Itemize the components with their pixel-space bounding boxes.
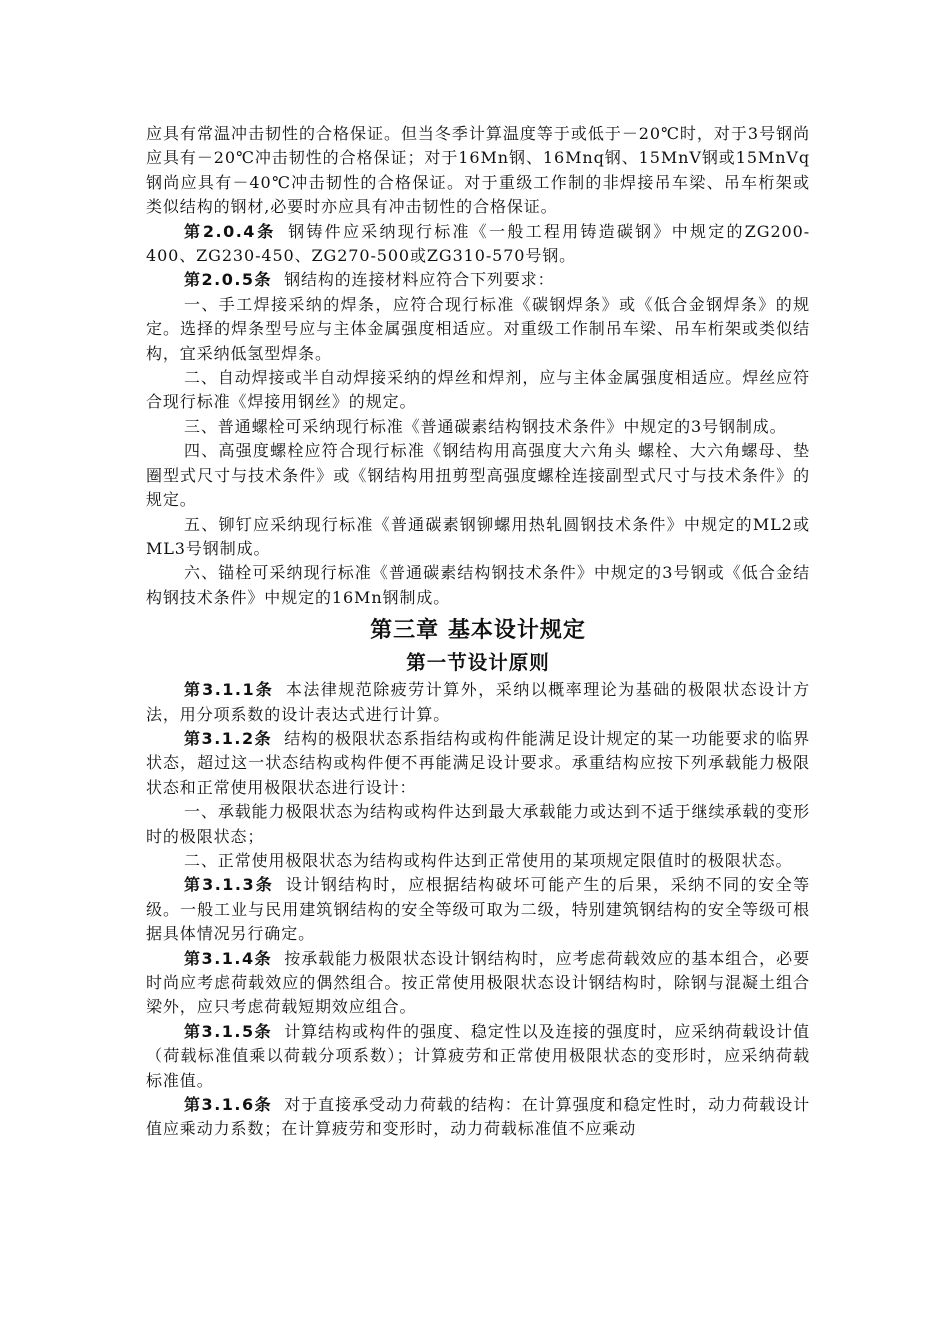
- paragraph-text: 本法律规范除疲劳计算外，采纳以概率理论为基础的极限状态设计方法，用分项系数的设计表达式进行计算。: [146, 680, 810, 724]
- paragraph-text: 四、高强度螺栓应符合现行标准《钢结构用高强度大六角头 螺栓、大六角螺母、垫圈型式尺寸与技术条件》或《钢结构用扭剪型高强度螺栓连接副型式尺寸与技术条件》的规定。: [146, 441, 810, 510]
- article-paragraph: [146, 220, 810, 269]
- paragraph-text: 三、普通螺栓可采纳现行标准《普通碳素结构钢技术条件》中规定的3号钢制成。: [184, 416, 787, 436]
- list-item: [146, 439, 810, 512]
- article-number: 第3.1.5条: [184, 1021, 273, 1041]
- paragraph-text: 一、承载能力极限状态为结构或构件达到最大承载能力或达到不适于继续承载的变形时的极限状态；: [146, 802, 810, 846]
- list-item: [146, 561, 810, 610]
- list-item: [146, 293, 810, 366]
- paragraph-text: 对于直接承受动力荷载的结构：在计算强度和稳定性时，动力荷载设计值应乘动力系数；在计算疲劳和变形时，动力荷载标准值不应乘动: [146, 1095, 810, 1139]
- paragraph-text: 六、锚栓可采纳现行标准《普通碳素结构钢技术条件》中规定的3号钢或《低合金结构钢技术条件》中规定的16Mn钢制成。: [146, 563, 810, 607]
- paragraph-text: 按承载能力极限状态设计钢结构时，应考虑荷载效应的基本组合，必要时尚应考虑荷载效应的偶然组合。按正常使用极限状态设计钢结构时，除钢与混凝土组合梁外，应只考虑荷载短期效应组合。: [146, 948, 810, 1017]
- article-number: 第2.0.4条: [184, 221, 277, 241]
- paragraph-text: 一、手工焊接采纳的焊条，应符合现行标准《碳钢焊条》或《低合金钢焊条》的规定。选择的焊条型号应与主体金属强度相适应。对重级工作制吊车梁、吊车桁架或类似结构，宜采纳低氢型焊条。: [146, 294, 810, 363]
- chapter-title: 第三章 基本设计规定: [370, 618, 586, 644]
- list-item: [146, 849, 810, 873]
- article-number: 第3.1.6条: [184, 1095, 273, 1115]
- article-paragraph: [146, 947, 810, 1020]
- paragraph-text: 钢结构的连接材料应符合下列要求：: [284, 270, 555, 290]
- article-paragraph: [146, 873, 810, 946]
- paragraph-text: 五、铆钉应采纳现行标准《普通碳素钢铆螺用热轧圆钢技术条件》中规定的ML2或ML3号钢制成。: [146, 514, 810, 558]
- list-item: [146, 800, 810, 849]
- article-number: 第3.1.1条: [184, 680, 274, 700]
- paragraph-text: 二、正常使用极限状态为结构或构件达到正常使用的某项规定限值时的极限状态。: [184, 850, 793, 870]
- paragraph-text: 设计钢结构时，应根据结构破坏可能产生的后果，采纳不同的安全等级。一般工业与民用建筑钢结构的安全等级可取为二级，特别建筑钢结构的安全等级可根据具体情况另行确定。: [146, 875, 810, 944]
- article-paragraph: [146, 268, 810, 292]
- paragraph-text: 结构的极限状态系指结构或构件能满足设计规定的某一功能要求的临界状态，超过这一状态结构或构件便不再能满足设计要求。承重结构应按下列承载能力极限状态和正常使用极限状态进行设计：: [146, 728, 810, 797]
- paragraph-text: 应具有常温冲击韧性的合格保证。但当冬季计算温度等于或低于－20℃时，对于3号钢尚应具有－20℃冲击韧性的合格保证；对于16Mn钢、16Mnq钢、15MnV钢或15MnVq钢尚应具有－40℃冲击韧性的合格保证。对于重级工作制的非焊接吊车梁、吊车桁架或类似结构的钢材,必要时亦应具有冲击韧性的合格保证。: [146, 124, 810, 217]
- article-paragraph: [146, 727, 810, 800]
- section-title: 第一节设计原则: [406, 651, 550, 675]
- paragraph-text: 计算结构或构件的强度、稳定性以及连接的强度时，应采纳荷载设计值（荷载标准值乘以荷载分项系数）；计算疲劳和正常使用极限状态的变形时，应采纳荷载标准值。: [146, 1021, 810, 1090]
- article-number: 第3.1.4条: [184, 948, 273, 968]
- article-number: 第2.0.5条: [184, 270, 273, 290]
- paragraph-text: 钢铸件应采纳现行标准《一般工程用铸造碳钢》中规定的ZG200-400、ZG230-450、ZG270-500或ZG310-570号钢。: [146, 221, 810, 266]
- article-paragraph: [146, 678, 810, 727]
- document-page: [146, 122, 810, 1142]
- paragraph: [146, 122, 810, 220]
- list-item: [146, 513, 810, 562]
- list-item: [146, 366, 810, 415]
- article-number: 第3.1.2条: [184, 728, 273, 748]
- article-paragraph: [146, 1020, 810, 1093]
- paragraph-text: 二、自动焊接或半自动焊接采纳的焊丝和焊剂，应与主体金属强度相适应。焊丝应符合现行标准《焊接用钢丝》的规定。: [146, 368, 810, 412]
- article-paragraph: [146, 1093, 810, 1142]
- list-item: [146, 415, 810, 439]
- article-number: 第3.1.3条: [184, 875, 274, 895]
